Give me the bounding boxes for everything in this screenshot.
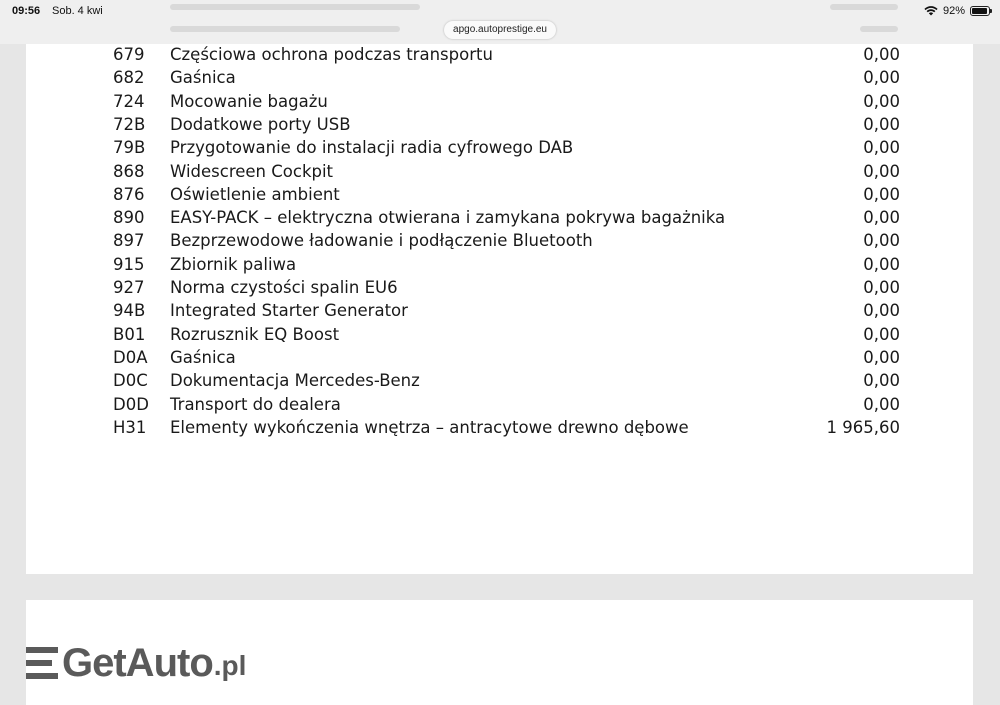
option-code: 876	[113, 184, 145, 204]
status-date: Sob. 4 kwi	[52, 5, 103, 17]
option-description: Widescreen Cockpit	[170, 161, 334, 181]
table-row	[26, 348, 973, 371]
option-code: D0D	[113, 394, 149, 414]
option-price: 0,00	[863, 301, 900, 321]
option-code: 724	[113, 91, 145, 111]
option-description: Częściowa ochrona podczas transportu	[170, 45, 493, 64]
document-page	[26, 44, 973, 574]
table-row	[26, 301, 973, 324]
table-row	[26, 371, 973, 394]
option-description: Dokumentacja Mercedes-Benz	[170, 371, 420, 391]
option-price: 0,00	[863, 394, 900, 414]
option-price: 1 965,60	[826, 417, 900, 437]
logo-tld: .pl	[213, 650, 247, 681]
option-description: Bezprzewodowe ładowanie i podłączenie Bluetooth	[170, 231, 593, 251]
table-row	[26, 255, 973, 278]
battery-percent: 92%	[942, 5, 965, 17]
wifi-icon	[924, 6, 938, 16]
option-code: 679	[113, 45, 145, 64]
option-price: 0,00	[863, 208, 900, 228]
option-code: D0C	[113, 371, 148, 391]
status-right-group	[924, 5, 990, 17]
option-description: Oświetlenie ambient	[170, 184, 340, 204]
table-row	[26, 325, 973, 348]
option-description: Elementy wykończenia wnętrza – antracytowe drewno dębowe	[170, 417, 689, 437]
option-price: 0,00	[863, 45, 900, 64]
option-description: EASY-PACK – elektryczna otwierana i zamykana pokrywa bagażnika	[170, 208, 726, 228]
option-code: 868	[113, 161, 145, 181]
getauto-logo-icon	[26, 645, 58, 681]
table-row	[26, 138, 973, 161]
table-row	[26, 115, 973, 138]
option-code: 927	[113, 278, 145, 297]
option-code: 72B	[113, 114, 146, 134]
option-code: 682	[113, 68, 145, 88]
option-code: H31	[113, 417, 147, 437]
option-code: 79B	[113, 138, 146, 158]
logo-brand: GetAuto	[62, 641, 213, 685]
option-description: Integrated Starter Generator	[170, 301, 408, 321]
table-row	[26, 418, 973, 441]
address-bar[interactable]: apgo.autoprestige.eu	[444, 21, 556, 39]
option-price: 0,00	[863, 91, 900, 111]
option-code: D0A	[113, 347, 148, 367]
option-code: 915	[113, 254, 145, 274]
option-price: 0,00	[863, 184, 900, 204]
option-code: 897	[113, 231, 145, 251]
option-description: Gaśnica	[170, 68, 236, 88]
option-description: Mocowanie bagażu	[170, 91, 328, 111]
table-row	[26, 208, 973, 231]
option-description: Transport do dealera	[170, 394, 341, 414]
option-code: 890	[113, 208, 145, 228]
table-row	[26, 231, 973, 254]
option-price: 0,00	[863, 278, 900, 297]
option-description: Gaśnica	[170, 347, 236, 367]
option-price: 0,00	[863, 114, 900, 134]
option-price: 0,00	[863, 138, 900, 158]
table-row	[26, 395, 973, 418]
option-description: Dodatkowe porty USB	[170, 114, 351, 134]
option-price: 0,00	[863, 68, 900, 88]
option-price: 0,00	[863, 161, 900, 181]
option-price: 0,00	[863, 324, 900, 344]
battery-icon	[970, 6, 990, 16]
table-row	[26, 162, 973, 185]
getauto-watermark	[26, 640, 246, 685]
table-row	[26, 92, 973, 115]
table-row	[26, 278, 973, 301]
option-price: 0,00	[863, 371, 900, 391]
option-description: Rozrusznik EQ Boost	[170, 324, 340, 344]
table-row	[26, 45, 973, 68]
option-code: B01	[113, 324, 146, 344]
option-price: 0,00	[863, 347, 900, 367]
option-price: 0,00	[863, 231, 900, 251]
option-description: Norma czystości spalin EU6	[170, 278, 398, 297]
option-code: 94B	[113, 301, 146, 321]
table-row	[26, 185, 973, 208]
option-price: 0,00	[863, 254, 900, 274]
status-time: 09:56	[12, 5, 41, 17]
option-description: Przygotowanie do instalacji radia cyfrowego DAB	[170, 138, 574, 158]
option-description: Zbiornik paliwa	[170, 254, 297, 274]
table-row	[26, 68, 973, 91]
